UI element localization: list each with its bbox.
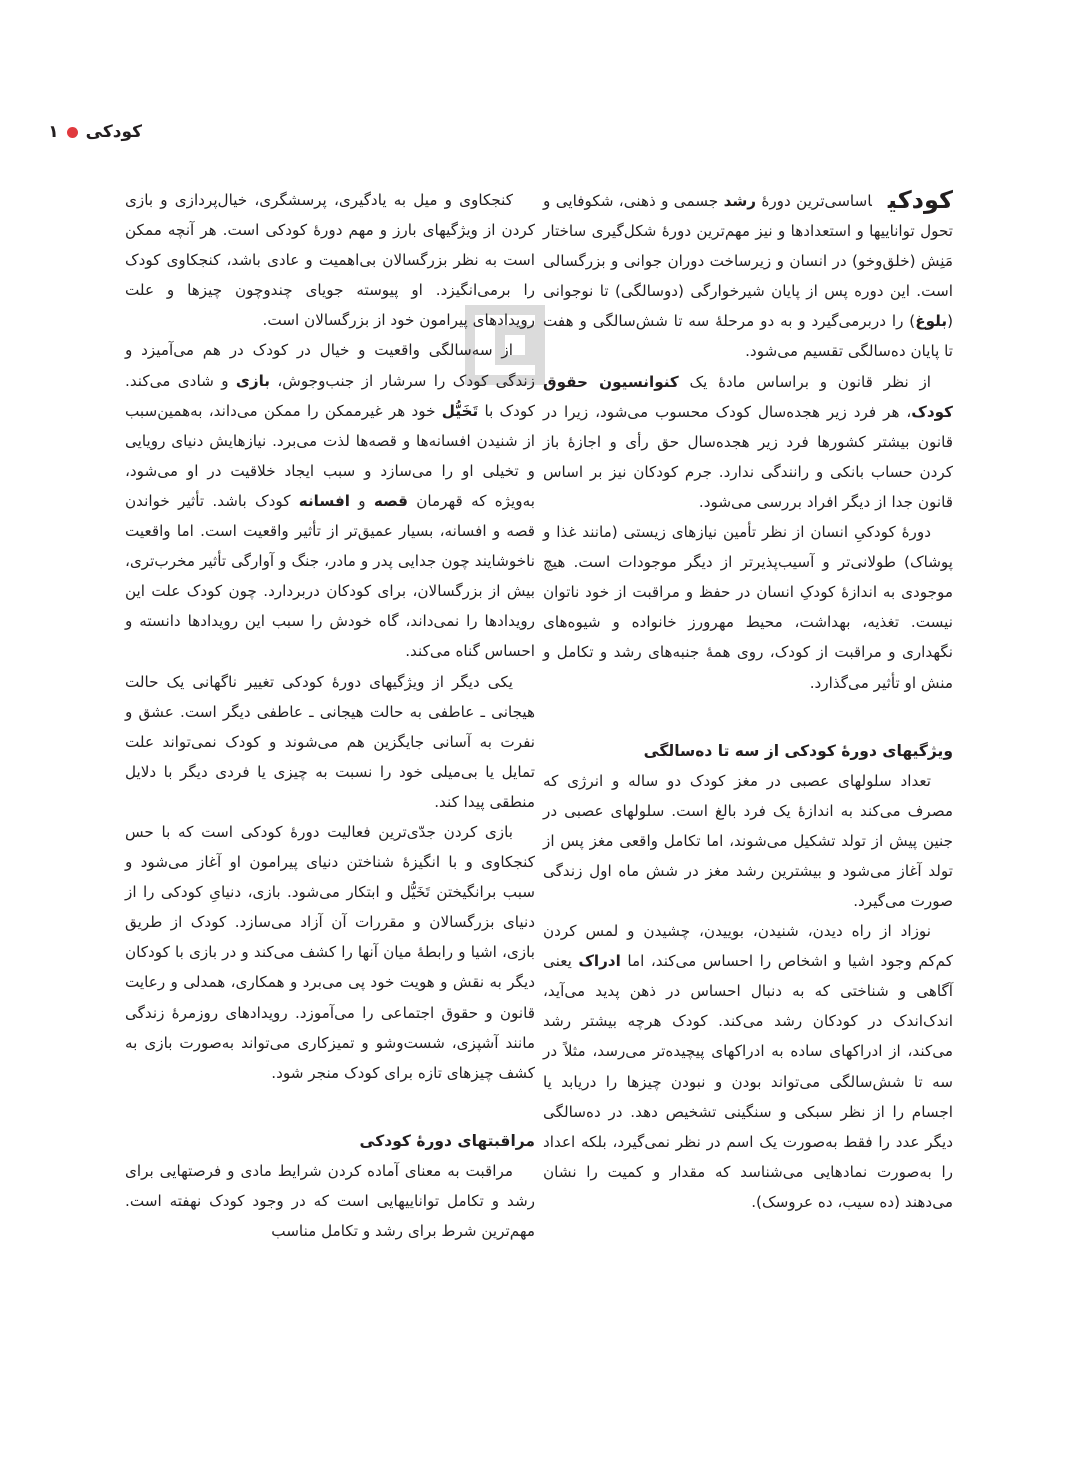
paragraph-imagination <box>125 335 535 666</box>
text-run: ) را دربرمی‌گیرد و به دو مرحلهٔ سه تا شش‌سالگی و هفت تا پایان ده‌سالگی تقسیم می‌شود. <box>543 312 953 361</box>
text-run: از سه‌سالگی واقعیت و خیال در کودک در هم می‌آمیزد و زندگی کودک را سرشار از جنب‌وجوش، <box>125 341 535 390</box>
bold-term-growth: رشد <box>723 192 757 210</box>
text-run: جسمی و ذهنی، شکوفایی و تحول تواناییها و استعدادها و نیز مهم‌ترین دورهٔ شکل‌گیری ساختار مَنِش (خلق‌وخو) در انسان و زیرساخت دوران جوانی و بزرگسالی است. این دوره پس از پایان شیرخوارگی (دوسالگی) تا نوجوانی ( <box>543 192 953 331</box>
text-run: و شادی می‌کند. کودک با <box>125 371 535 420</box>
paragraph-perception <box>543 916 953 1217</box>
bold-term-perception: ادراک <box>578 952 621 971</box>
bold-term-play: بازی <box>235 371 270 390</box>
paragraph-needs: دورهٔ کودکیِ انسان از نظر تأمین نیازهای زیستی (مانند غذا و پوشاک) طولانی‌تر و آسیب‌پذیرتر از دیگر موجودات است. هیچ موجودی به اندازهٔ کودکِ انسان در حفظ و مراقبت از خود ناتوان نیست. تغذیه، بهداشت، محیط مهرورز خانواده و شیوه‌های نگهداری و مراقبت از کودک، روی همهٔ جنبه‌های رشد و تکامل و منش او تأثیر می‌گذارد. <box>543 523 953 692</box>
section-heading-features: ویژگیهای دورهٔ کودکی از سه تا ده‌سالگی <box>643 741 953 760</box>
paragraph-curiosity: کنجکاوی و میل به یادگیری، پرسشگری، خیال‌پردازی و بازی کردن از ویژگیهای بارز و مهم دورهٔ کودکی است. هر آنچه ممکن است به نظر بزرگسالان بی‌اهمیت و عادی باشد، کنجکاوی کودک را برمی‌انگیزد. او پیوسته جویای چندوچون چیزها و علت رویدادهای پیرامون خود از بزرگسالان است. <box>125 191 535 330</box>
entry-term: کودکی <box>887 186 953 214</box>
paragraph-emotions: یکی دیگر از ویژگیهای دورهٔ کودکی تغییر ناگهانی یک حالت هیجانی ـ عاطفی به حالت هیجانی ـ عاطفی دیگر است. عشق و نفرت به آسانی جایگزین هم می‌شوند و کودک نمی‌تواند علت تمایل یا بی‌میلی خود را نسبت به چیزی یا فردی دیگر با دلایل منطقی پیدا کند. <box>125 672 535 811</box>
bold-term-puberty: بلوغ <box>915 312 948 331</box>
bold-term-story: قصه <box>373 491 408 510</box>
text-run: نوزاد از راه دیدن، شنیدن، بوییدن، چشیدن و لمس کردن کم‌کم وجود اشیا و اشخاص را احساس می‌کند، اما <box>543 922 953 971</box>
paragraph-play: بازی کردن جدّی‌ترین فعالیت دورهٔ کودکی است که با حس کنجکاوی و با انگیزهٔ شناختن دنیای پیرامون او آغاز می‌شود و سبب برانگیختن تَخَیُّل و ابتکار می‌شود. بازی، دنیایِ کودکی را از دنیای بزرگسالان و مقررات آن آزاد می‌سازد. کودک از طریق بازی، اشیا و رابطهٔ میان آنها را کشف می‌کند و در بازی با کودکان دیگر به نقش و هویت خود پی می‌برد و همکاری، همدلی و رعایت قانون و حقوق اجتماعی را می‌آموزد. رویدادهای روزمرهٔ زندگی مانند آشپزی، شست‌وشو و تمیزکاری می‌تواند به‌صورت بازی به کشف چیزهای تازه برای کودک منجر شود. <box>125 822 535 1082</box>
running-header <box>48 122 142 142</box>
header-title: کودکی <box>85 122 142 142</box>
paragraph-brain: تعداد سلولهای عصبی در مغز کودک دو ساله و انرژی که مصرف می‌کند به اندازهٔ یک فرد بالغ است. سلولهای عصبی در جنین پیش از تولد تشکیل می‌شوند، اما تکامل واقعی مغز پس از تولد آغاز می‌شود و بیشترین رشد مغز در شش ماه اول زندگی صورت می‌گیرد. <box>543 771 953 910</box>
bold-term-imagination: تَخَیُّل <box>441 401 479 420</box>
bold-term-convention: کنوانسیون حقوق کودک <box>543 372 953 421</box>
text-run: و <box>349 491 374 510</box>
text-run: کودک باشد. تأثیر خواندن قصه و افسانه، بسیار عمیق‌تر از تأثیر واقعیت است. اما واقعیت ناخوشایند چون جدایی پدر و مادر، جنگ و آوارگی تأثیر مخرب‌تری، بیش از بزرگسالان، برای کودکان دربردارد. چون کودک علت این رویدادها را نمی‌داند، گاه خودش را سبب این رویدادها دانسته و احساس گناه می‌کند. <box>125 491 535 661</box>
right-column <box>543 185 953 1217</box>
text-run: ، هر فرد زیر هجده‌سال کودک محسوب می‌شود، زیرا در قانون بیشتر کشورها فرد زیر هجده‌سال حق رأی و اجازهٔ باز کردن حساب بانکی و رانندگی ندارد. جرم کودکان نیز بر اساس قانون جدا از دیگر افراد بررسی می‌شود. <box>543 402 953 511</box>
page-number: ۱ <box>48 122 59 142</box>
text-run: خود هر غیرممکن را ممکن می‌داند، به‌همین‌سبب از شنیدن افسانه‌ها و قصه‌ها لذت می‌برد. نیازهایش دنیای رویایی و تخیلی او را می‌سازد و سبب ایجاد خلاقیت در او می‌شود، به‌ویژه که قهرمان <box>125 401 535 510</box>
paragraph-law <box>543 367 953 517</box>
section-spacer <box>125 1088 535 1126</box>
bold-term-legend: افسانه <box>298 491 350 510</box>
section-spacer <box>543 698 953 736</box>
section-heading-care: مراقبتهای دورهٔ کودکی <box>359 1131 535 1150</box>
paragraph-care: مراقبت به معنای آماده کردن شرایط مادی و فرصتهایی برای رشد و تکامل تواناییهایی است که در وجود کودک نهفته است. مهم‌ترین شرط برای رشد و تکامل مناسب <box>125 1161 535 1240</box>
bullet-dot-icon <box>67 127 78 138</box>
text-run: از نظر قانون و براساس مادهٔ یک <box>678 372 931 391</box>
paragraph-intro <box>543 185 953 367</box>
text-run: یعنی آگاهی و شناختی که به دنبال احساس در ذهن پدید می‌آید، اندک‌اندک در کودکان رشد می‌کند. کودک هرچه بیشتر رشد می‌کند، از ادراکهای ساده به ادراکهای پیچیده‌تر می‌رسد، مثلاً در سه تا شش‌سالگی می‌تواند بودن و نبودن چیزها را دریابد یا اجسام را از نظر سبکی و سنگینی تشخیص دهد. در ده‌سالگی دیگر عدد را فقط به‌صورت یک اسم در نظر نمی‌گیرد، بلکه اعداد را به‌صورت نمادهایی می‌شناسد که مقدار و کمیت را نشان می‌دهند (ده سیب، ده عروسک). <box>543 952 953 1211</box>
text-run: اساسی‌ترین دورهٔ <box>756 192 872 210</box>
left-column <box>125 185 535 1246</box>
